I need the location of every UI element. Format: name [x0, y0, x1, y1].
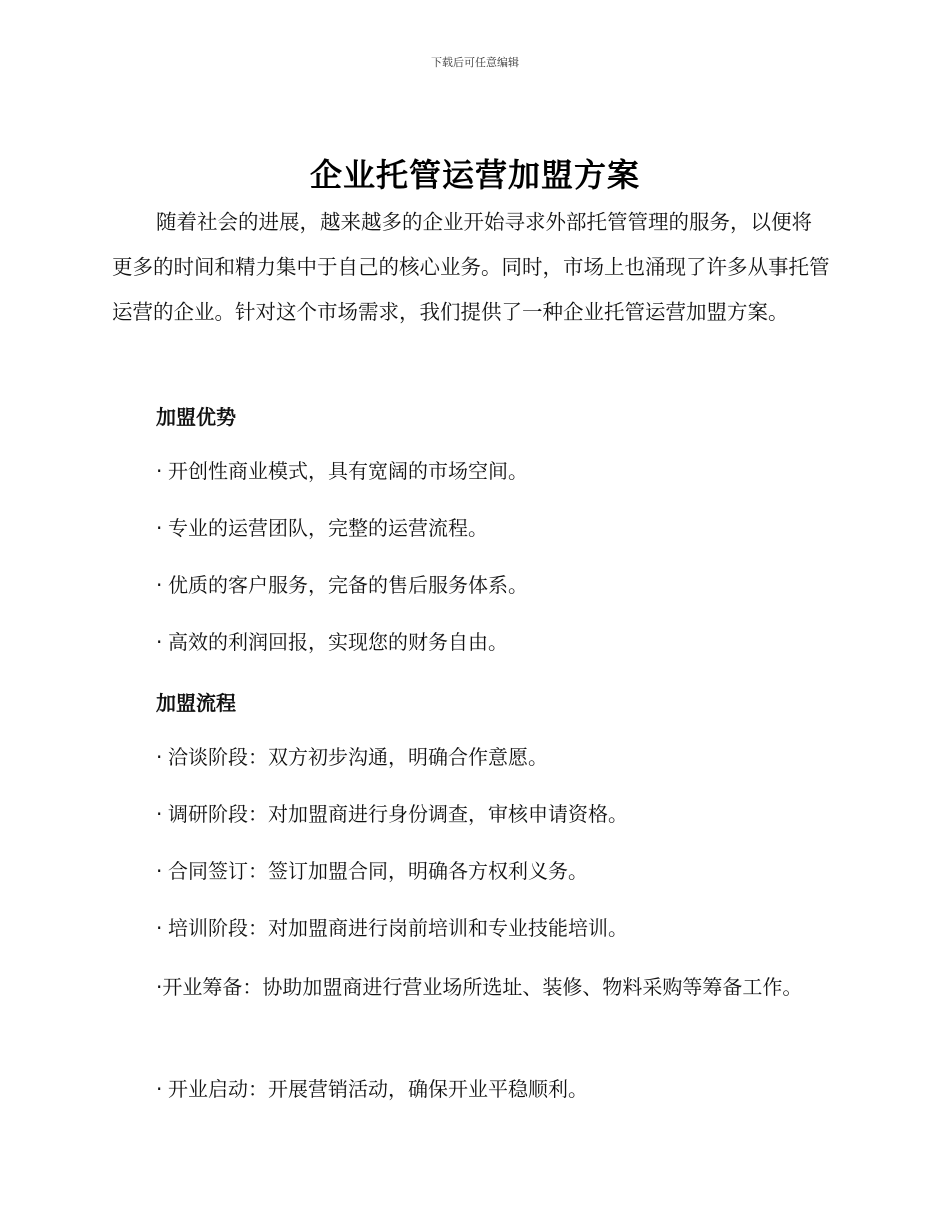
advantage-item-text: 开创性商业模式，具有宽阔的市场空间。: [168, 459, 528, 483]
document-title: 企业托管运营加盟方案: [309, 156, 640, 194]
process-item-text: 开业筹备：协助加盟商进行营业场所选址、装修、物料采购等筹备工作。: [162, 975, 803, 999]
process-heading: 加盟流程: [156, 691, 236, 715]
advantage-item-text: 专业的运营团队，完整的运营流程。: [168, 516, 488, 540]
bullet-dot: ·: [156, 1077, 163, 1101]
process-item-text: 调研阶段：对加盟商进行身份调查，审核申请资格。: [168, 802, 628, 826]
bullet-dot: ·: [156, 859, 163, 883]
advantage-item: [156, 570, 832, 600]
process-item-text: 洽谈阶段：双方初步沟通，明确合作意愿。: [168, 745, 548, 769]
bullet-dot: ·: [156, 630, 163, 654]
process-item-text: 培训阶段：对加盟商进行岗前培训和专业技能培训。: [168, 916, 628, 940]
advantages-heading: 加盟优势: [156, 405, 236, 429]
bullet-dot: ·: [156, 573, 163, 597]
process-item: [156, 742, 832, 772]
process-item-text: 开业启动：开展营销活动，确保开业平稳顺利。: [168, 1077, 588, 1101]
process-item-text: 合同签订：签订加盟合同，明确各方权利义务。: [168, 859, 588, 883]
advantage-item-text: 高效的利润回报，实现您的财务自由。: [168, 630, 508, 654]
bullet-dot: ·: [156, 745, 163, 769]
bullet-dot: ·: [156, 516, 163, 540]
header-note: 下载后可任意编辑: [431, 56, 519, 69]
intro-paragraph: 随着社会的进展，越来越多的企业开始寻求外部托管管理的服务，以便将更多的时间和精力集中于自己的核心业务。同时，市场上也涌现了许多从事托管运营的企业。针对这个市场需求，我们提供了一种企业托管运营加盟方案。: [112, 210, 830, 324]
bullet-dot: ·: [156, 802, 163, 826]
process-item: [156, 856, 832, 886]
advantage-item: [156, 513, 832, 543]
advantage-item: [156, 456, 832, 486]
bullet-dot: ·: [156, 459, 163, 483]
advantage-item: [156, 627, 832, 657]
bullet-dot: ·: [156, 975, 163, 999]
bullet-dot: ·: [156, 916, 163, 940]
advantage-item-text: 优质的客户服务，完备的售后服务体系。: [168, 573, 528, 597]
process-item: [156, 913, 832, 943]
process-item: [112, 965, 832, 1010]
process-item: [156, 1074, 832, 1104]
process-item: [156, 799, 832, 829]
